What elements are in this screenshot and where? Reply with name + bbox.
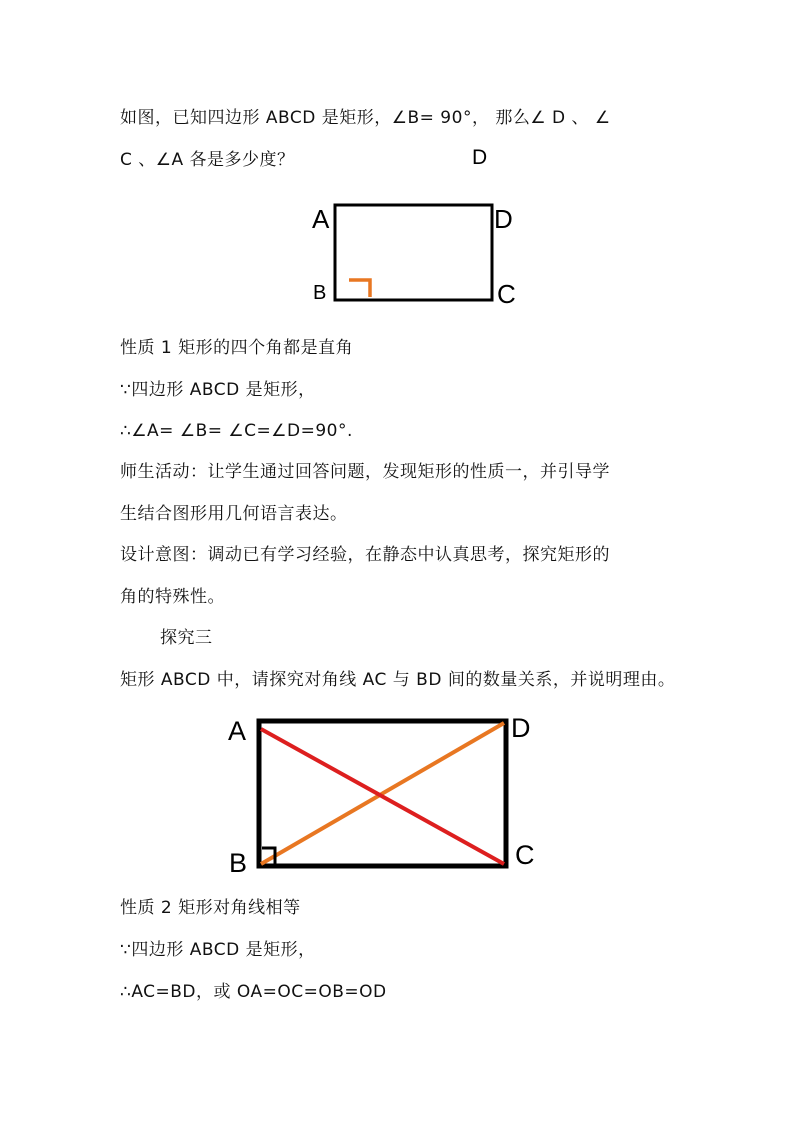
intent-line-2: 角的特殊性。 [120,587,225,607]
fig2-label-d: D [511,713,531,743]
question-line-1: 如图，已知四边形 ABCD 是矩形，∠B= 90°， 那么∠ D 、 ∠ [120,108,611,128]
fig2-label-a: A [228,716,247,746]
property-2-title: 性质 2 矩形对角线相等 [120,898,301,918]
explore-3-heading: 探究三 [160,628,213,648]
fig2-label-b: B [229,848,248,878]
property-1-therefore: ∴∠A= ∠B= ∠C=∠D=90°. [120,421,353,441]
property-2-because: ∵四边形 ABCD 是矩形， [120,940,316,960]
property-2-therefore: ∴AC=BD，或 OA=OC=OB=OD [120,982,387,1002]
activity-line-2: 生结合图形用几何语言表达。 [120,504,348,524]
explore-3-task: 矩形 ABCD 中，请探究对角线 AC 与 BD 间的数量关系，并说明理由。 [120,670,676,690]
fig2-label-c: C [515,840,535,870]
property-1-title: 性质 1 矩形的四个角都是直角 [120,338,354,358]
activity-line-1: 师生活动：让学生通过回答问题，发现矩形的性质一，并引导学 [120,462,610,482]
question-line-2: C 、∠A 各是多少度？ [120,150,295,170]
fig1-label-d: D [494,204,513,234]
intent-line-1: 设计意图：调动已有学习经验，在静态中认真思考，探究矩形的 [120,545,610,565]
fig1-label-c: C [497,279,516,309]
property-1-because: ∵四边形 ABCD 是矩形， [120,380,316,400]
stray-label-d: D [472,146,488,169]
fig1-label-b: B [313,282,327,304]
fig1-label-a: A [312,204,330,234]
